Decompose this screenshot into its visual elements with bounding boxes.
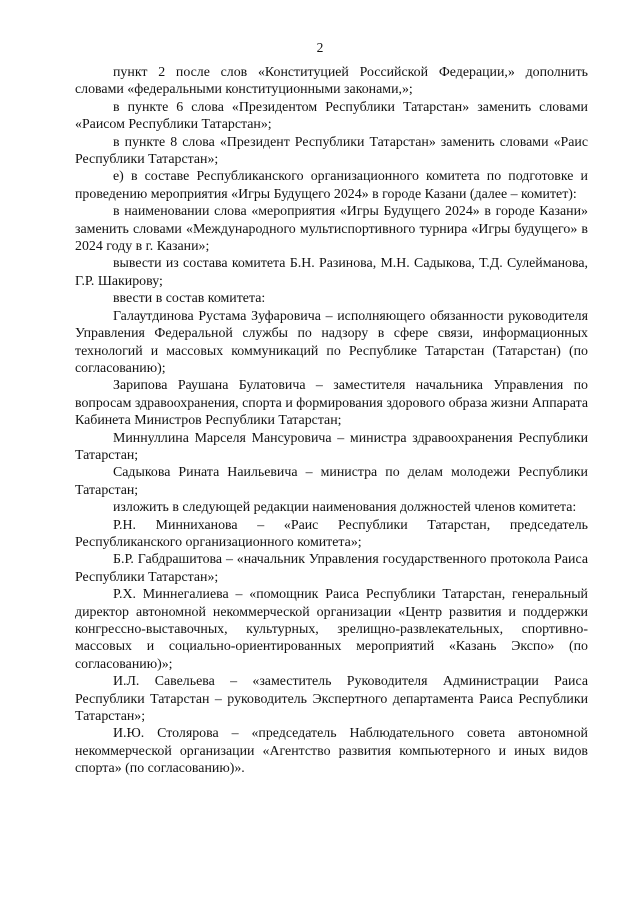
paragraph-11: Садыкова Рината Наильевича – министра по делам молодежи Республики Татарстан; [75, 465, 588, 498]
page-number: 2 [316, 40, 324, 55]
paragraph-6: вывести из состава комитета Б.Н. Разинова, М.Н. Садыкова, Т.Д. Сулейманова, Г.Р. Шакирову; [75, 256, 588, 289]
paragraph-5: в наименовании слова «мероприятия «Игры Будущего 2024» в городе Казани» заменить словами «Международного мультиспортивного турнира «Игры будущего» в 2024 году в г. Казани»; [75, 204, 588, 255]
paragraph-12: изложить в следующей редакции наименования должностей членов комитета: [113, 500, 577, 516]
paragraph-1: пункт 2 после слов «Конституцией Российской Федерации,» дополнить словами «федеральными конституционными законами,»; [75, 65, 588, 98]
paragraph-9: Зарипова Раушана Булатовича – заместителя начальника Управления по вопросам здравоохранения, спорта и формирования здорового образа жизни Аппарата Кабинета Министров Республики Татарстан; [75, 378, 588, 429]
paragraph-7: ввести в состав комитета: [113, 291, 266, 307]
paragraph-8: Галаутдинова Рустама Зуфаровича – исполняющего обязанности руководителя Управления Федеральной службы по надзору в сфере связи, информационных технологий и массовых коммуникаций по Республике Татарстан (Татарстан) (по согласованию); [75, 308, 588, 376]
paragraph-16: И.Л. Савельева – «заместитель Руководителя Администрации Раиса Республики Татарстан – руководитель Экспертного департамента Раиса Республики Татарстан»; [75, 674, 588, 725]
paragraph-2: в пункте 6 слова «Президентом Республики Татарстан» заменить словами «Раисом Республики Татарстан»; [75, 99, 588, 133]
paragraph-4: е) в составе Республиканского организационного комитета по подготовке и проведению мероприятия «Игры Будущего 2024» в городе Казани (далее – комитет): [75, 169, 588, 202]
paragraph-15: Р.Х. Миннегалиева – «помощник Раиса Республики Татарстан, генеральный директор автономной некоммерческой организации «Центр развития и поддержки конгрессно-выставочных, культурных, зрелищно-развлекательных, спортивно-массовых и социально-ориентированных мероприятий «Казань Экспо» (по согласованию)»; [75, 587, 588, 672]
paragraph-13: Р.Н. Минниханова – «Раис Республики Татарстан, председатель Республиканского организационного комитета»; [75, 517, 588, 550]
paragraph-10: Миннуллина Марселя Мансуровича – министра здравоохранения Республики Татарстан; [75, 430, 588, 463]
paragraph-14: Б.Р. Габдрашитова – «начальник Управления государственного протокола Раиса Республики Татарстан»; [75, 552, 588, 585]
document-body [75, 64, 588, 778]
paragraph-3: в пункте 8 слова «Президент Республики Татарстан» заменить словами «Раис Республики Татарстан»; [75, 134, 588, 168]
paragraph-17: И.Ю. Столярова – «председатель Наблюдательного совета автономной некоммерческой организации «Агентство развития компьютерного и иных видов спорта» (по согласованию)». [75, 726, 588, 777]
